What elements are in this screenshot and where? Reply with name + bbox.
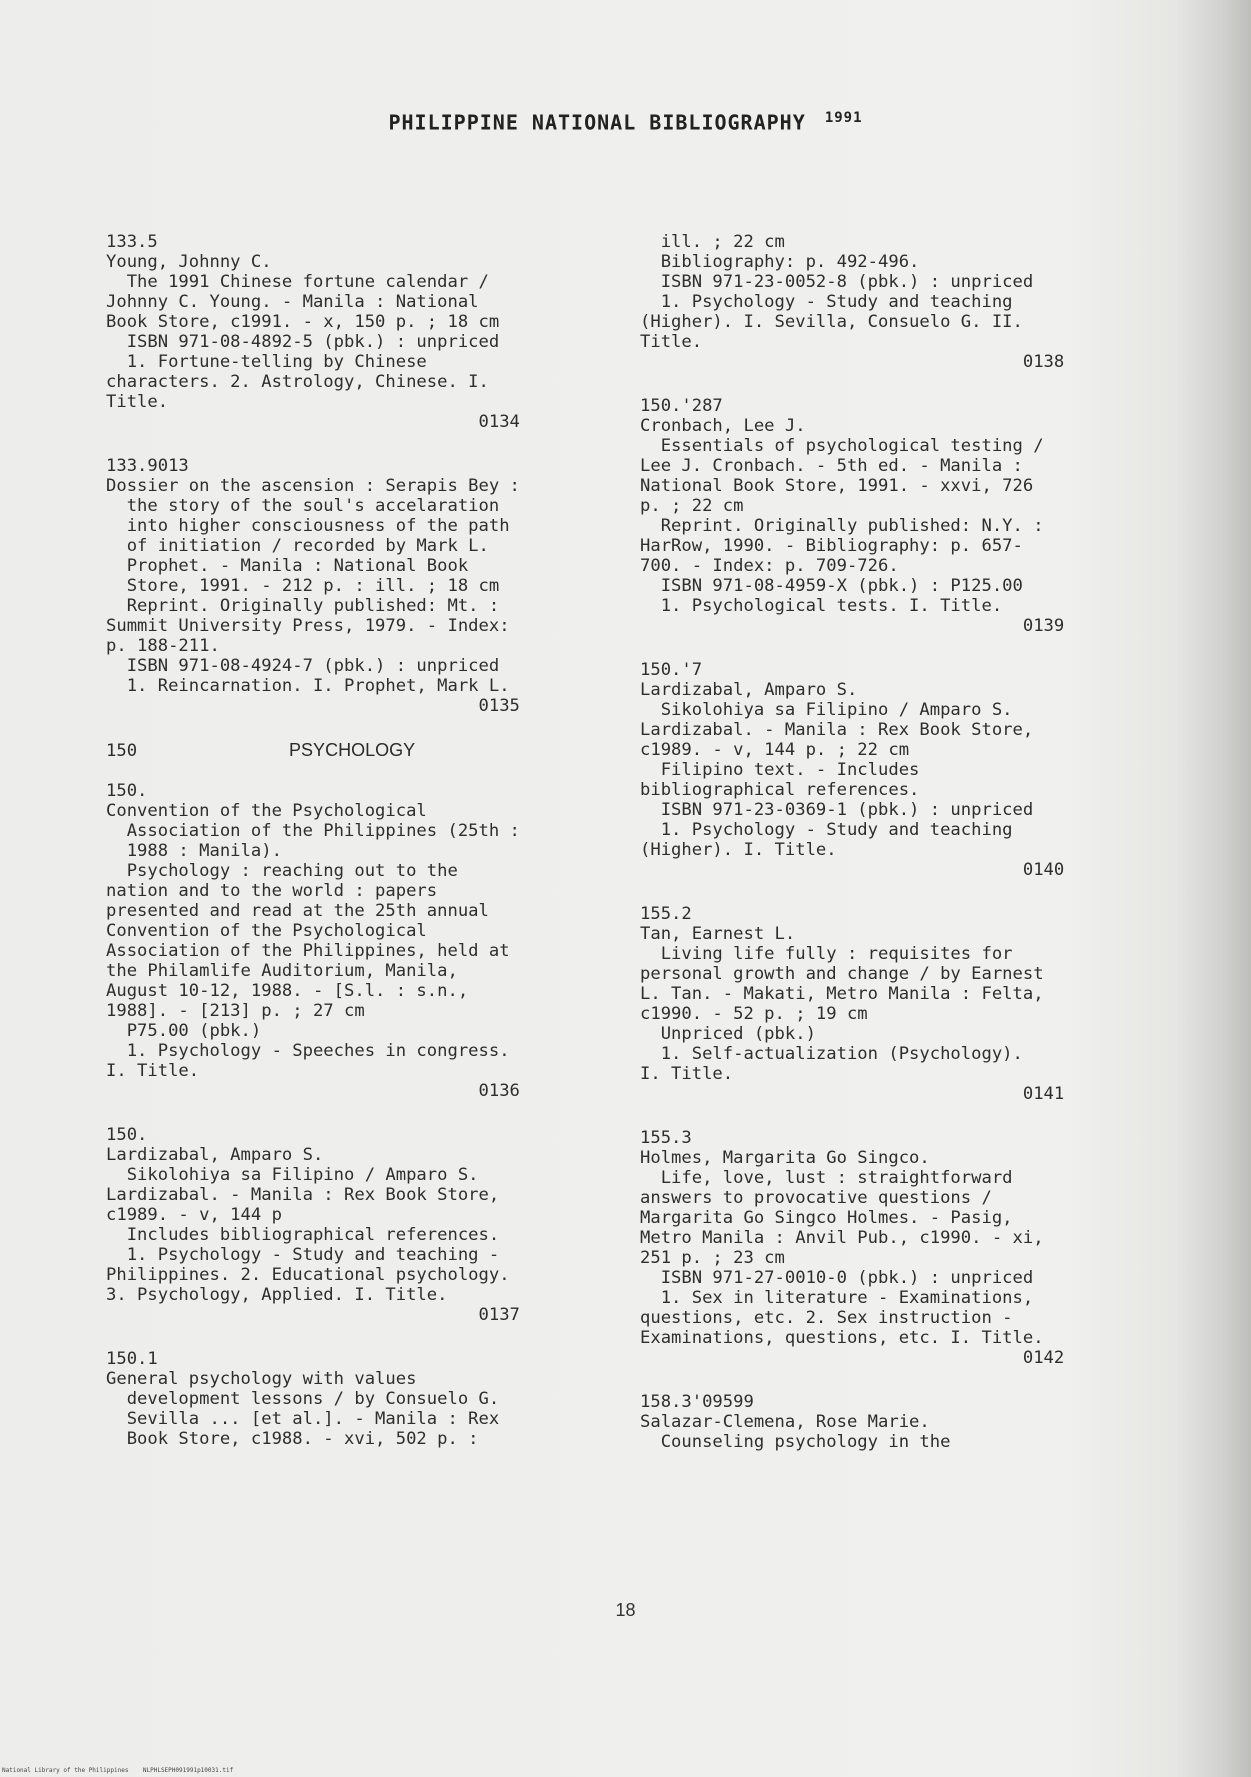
section-number: 150 [106,741,138,761]
section-heading [106,740,616,761]
scan-credit: National Library of the Philippines NLPHLSEPH091991p10031.tif [2,1767,234,1774]
entry-0137: 150. Lardizabal, Amparo S. Sikolohiya sa Filipino / Amparo S. Lardizabal. - Manila : Rex Book Store, c1989. - v, 144 p Includes bibliographical references. 1. Psychology - Study and teaching - Philippines. 2. Educational psychology. 3. Psychology, Applied. I. Title. 0137 [106,1125,520,1325]
header-year: 1991 [824,110,863,126]
section-label: PSYCHOLOGY [289,740,416,760]
page-header [0,110,1251,135]
right-column [640,232,1150,1452]
entry-0141: 155.2 Tan, Earnest L. Living life fully : requisites for personal growth and change / by Earnest L. Tan. - Makati, Metro Manila : Felta, c1990. - 52 p. ; 19 cm Unpriced (pbk.) 1. Self-actualization (Psychology). I. Title. 0141 [640,904,1065,1104]
entry-0136: 150. Convention of the Psychological Association of the Philippines (25th : 1988 : Manila). Psychology : reaching out to the nation and to the world : papers presented and read at the 25th annual Convention of the Psychological Association of the Philippines, held at the Philamlife Auditorium, Manila, August 10-12, 1988. - [S.l. : s.n., 1988]. - [213] p. ; 27 cm P75.00 (pbk.) 1. Psychology - Speeches in congress. I. Title. 0136 [106,781,520,1101]
entry-0138-end: ill. ; 22 cm Bibliography: p. 492-496. ISBN 971-23-0052-8 (pbk.) : unpriced 1. Psychology - Study and teaching (Higher). I. Sevilla, Consuelo G. II. Title. 0138 [640,232,1065,372]
entry-0139: 150.'287 Cronbach, Lee J. Essentials of psychological testing / Lee J. Cronbach. - 5th ed. - Manila : National Book Store, 1991. - xxvi, 726 p. ; 22 cm Reprint. Originally published: N.Y. : HarRow, 1990. - Bibliography: p. 657- 700. - Index: p. 709-726. ISBN 971-08-4959-X (pbk.) : P125.00 1. Psychological tests. I. Title. 0139 [640,396,1065,636]
entry-0134: 133.5 Young, Johnny C. The 1991 Chinese fortune calendar / Johnny C. Young. - Manila : National Book Store, c1991. - x, 150 p. ; 18 cm ISBN 971-08-4892-5 (pbk.) : unpriced 1. Fortune-telling by Chinese characters. 2. Astrology, Chinese. I. Title. 0134 [106,232,520,432]
entry-0142: 155.3 Holmes, Margarita Go Singco. Life, love, lust : straightforward answers to provocative questions / Margarita Go Singco Holmes. - Pasig, Metro Manila : Anvil Pub., c1990. - xi, 251 p. ; 23 cm ISBN 971-27-0010-0 (pbk.) : unpriced 1. Sex in literature - Examinations, questions, etc. 2. Sex instruction - Examinations, questions, etc. I. Title. 0142 [640,1128,1065,1368]
entry-0140: 150.'7 Lardizabal, Amparo S. Sikolohiya sa Filipino / Amparo S. Lardizabal. - Manila : Rex Book Store, c1989. - v, 144 p. ; 22 cm Filipino text. - Includes bibliographical references. ISBN 971-23-0369-1 (pbk.) : unpriced 1. Psychology - Study and teaching (Higher). I. Title. 0140 [640,660,1065,880]
page-title: PHILIPPINE NATIONAL BIBLIOGRAPHY [388,110,806,135]
entry-0143-start: 158.3'09599 Salazar-Clemena, Rose Marie. Counseling psychology in the [640,1392,951,1452]
entry-0138-start: 150.1 General psychology with values development lessons / by Consuelo G. Sevilla ... [et al.]. - Manila : Rex Book Store, c1988. - xvi, 502 p. : [106,1349,500,1449]
page-number: 18 [615,1600,636,1620]
entry-0135: 133.9013 Dossier on the ascension : Serapis Bey : the story of the soul's accelaration into higher consciousness of the path of initiation / recorded by Mark L. Prophet. - Manila : National Book Store, 1991. - 212 p. : ill. ; 18 cm Reprint. Originally published: Mt. : Summit University Press, 1979. - Index: p. 188-211. ISBN 971-08-4924-7 (pbk.) : unpriced 1. Reincarnation. I. Prophet, Mark L. 0135 [106,456,520,716]
left-column [106,232,616,1449]
